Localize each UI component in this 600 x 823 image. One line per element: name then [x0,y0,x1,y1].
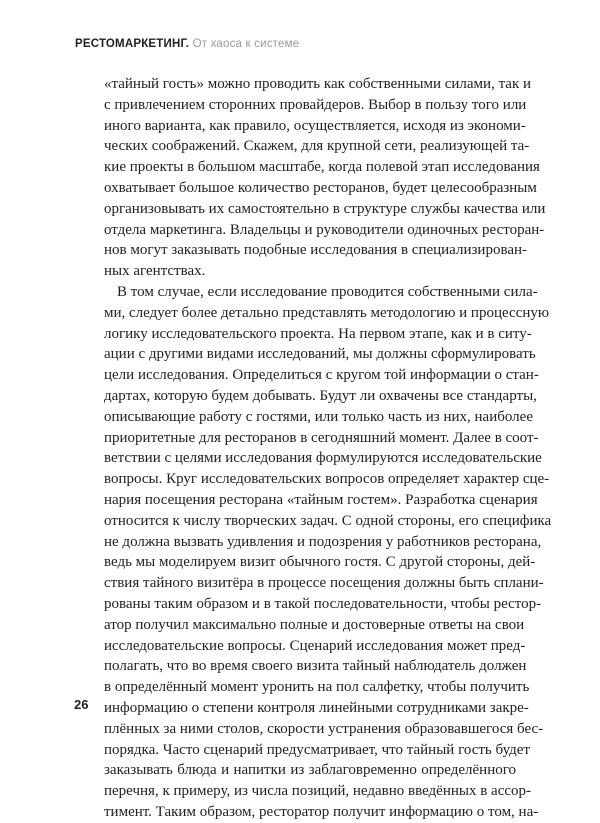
text-line: организовывать их самостоятельно в структуре службы качества или [104,200,546,217]
text-line-paragraph-start: В том случае, если исследование проводится собственными сила- [117,283,538,300]
text-line: цели исследования. Определиться с кругом той информации о стан- [104,367,539,384]
text-line: ствия тайного визитёра в процессе посещения должны быть сплани- [104,575,544,592]
text-line: плённых за ними столов, скорости устранения образовавшегося бес- [104,720,544,737]
text-line: приоритетные для ресторанов в сегодняшний момент. Далее в соот- [104,429,539,446]
text-line: нария посещения ресторана «тайным гостем». Разработка сценария [104,491,538,508]
text-line: с привлечением сторонних провайдеров. Выбор в пользу того или [104,96,527,113]
text-line: заказывать блюда и напитки из заблаговременно определённого [104,762,516,779]
text-line: в определённый момент уронить на пол салфетку, чтобы получить [104,679,530,696]
text-line: полагать, что во время своего визита тайный наблюдатель должен [104,658,527,675]
text-line: нов могут заказывать подобные исследования в специализирован- [104,242,528,259]
text-line: перечня, к примеру, из числа позиций, недавно введённых в ассор- [104,783,532,800]
text-line: ческих соображений. Скажем, для крупной сети, реализующей та- [104,138,530,155]
text-line: ветствии с целями исследования формулируются исследовательские [104,450,542,467]
text-line: ных агентствах. [104,263,206,280]
text-line: логику исследовательского проекта. На первом этапе, как и в ситу- [104,325,532,342]
text-line: ведь мы моделируем визит обычного гостя. С другой стороны, дей- [104,554,536,571]
text-line: тимент. Таким образом, ресторатор получит информацию о том, на- [104,803,539,820]
text-line: относится к числу творческих задач. С одной стороны, его специфика [104,512,552,529]
page-number: 26 [74,697,89,712]
text-line: отдела маркетинга. Владельцы и руководители одиночных ресторан- [104,221,545,238]
text-line: информацию о степени контроля линейными сотрудниками закре- [104,699,529,716]
text-line: порядка. Часто сценарий предусматривает, что тайный гость будет [104,741,530,758]
text-line: атор получил максимально полные и достоверные ответы на свои [104,616,525,633]
text-line: рованы таким образом и в такой последовательности, чтобы рестор- [104,595,542,612]
text-line: дартах, которую будем добывать. Будут ли охвачены все стандарты, [104,387,537,404]
body-text [104,74,552,823]
text-line: иного варианта, как правило, осуществляется, исходя из экономи- [104,117,526,134]
text-line: «тайный гость» можно проводить как собственными силами, так и [104,76,532,92]
text-line: вопросы. Круг исследовательских вопросов определяет характер сце- [104,471,550,488]
text-line: исследовательские вопросы. Сценарий исследования может пред- [104,637,526,654]
running-head [75,38,299,50]
text-line: охватывает большое количество ресторанов, будет целесообразным [104,179,537,196]
text-line: описывающие работу с гостями, или только часть из них, наиболее [104,408,533,425]
text-line: не должна вызвать удивления и подозрения у работников ресторана, [104,533,542,550]
book-subtitle: От хаоса к системе [189,38,300,50]
text-line: кие проекты в большом масштабе, когда полевой этап исследования [104,159,540,176]
text-line: ации с другими видами исследований, мы должны сформулировать [104,346,536,363]
text-line: ми, следует более детально представлять методологию и процессную [104,304,550,321]
book-title: РЕСТОМАРКЕТИНГ. [75,38,190,50]
